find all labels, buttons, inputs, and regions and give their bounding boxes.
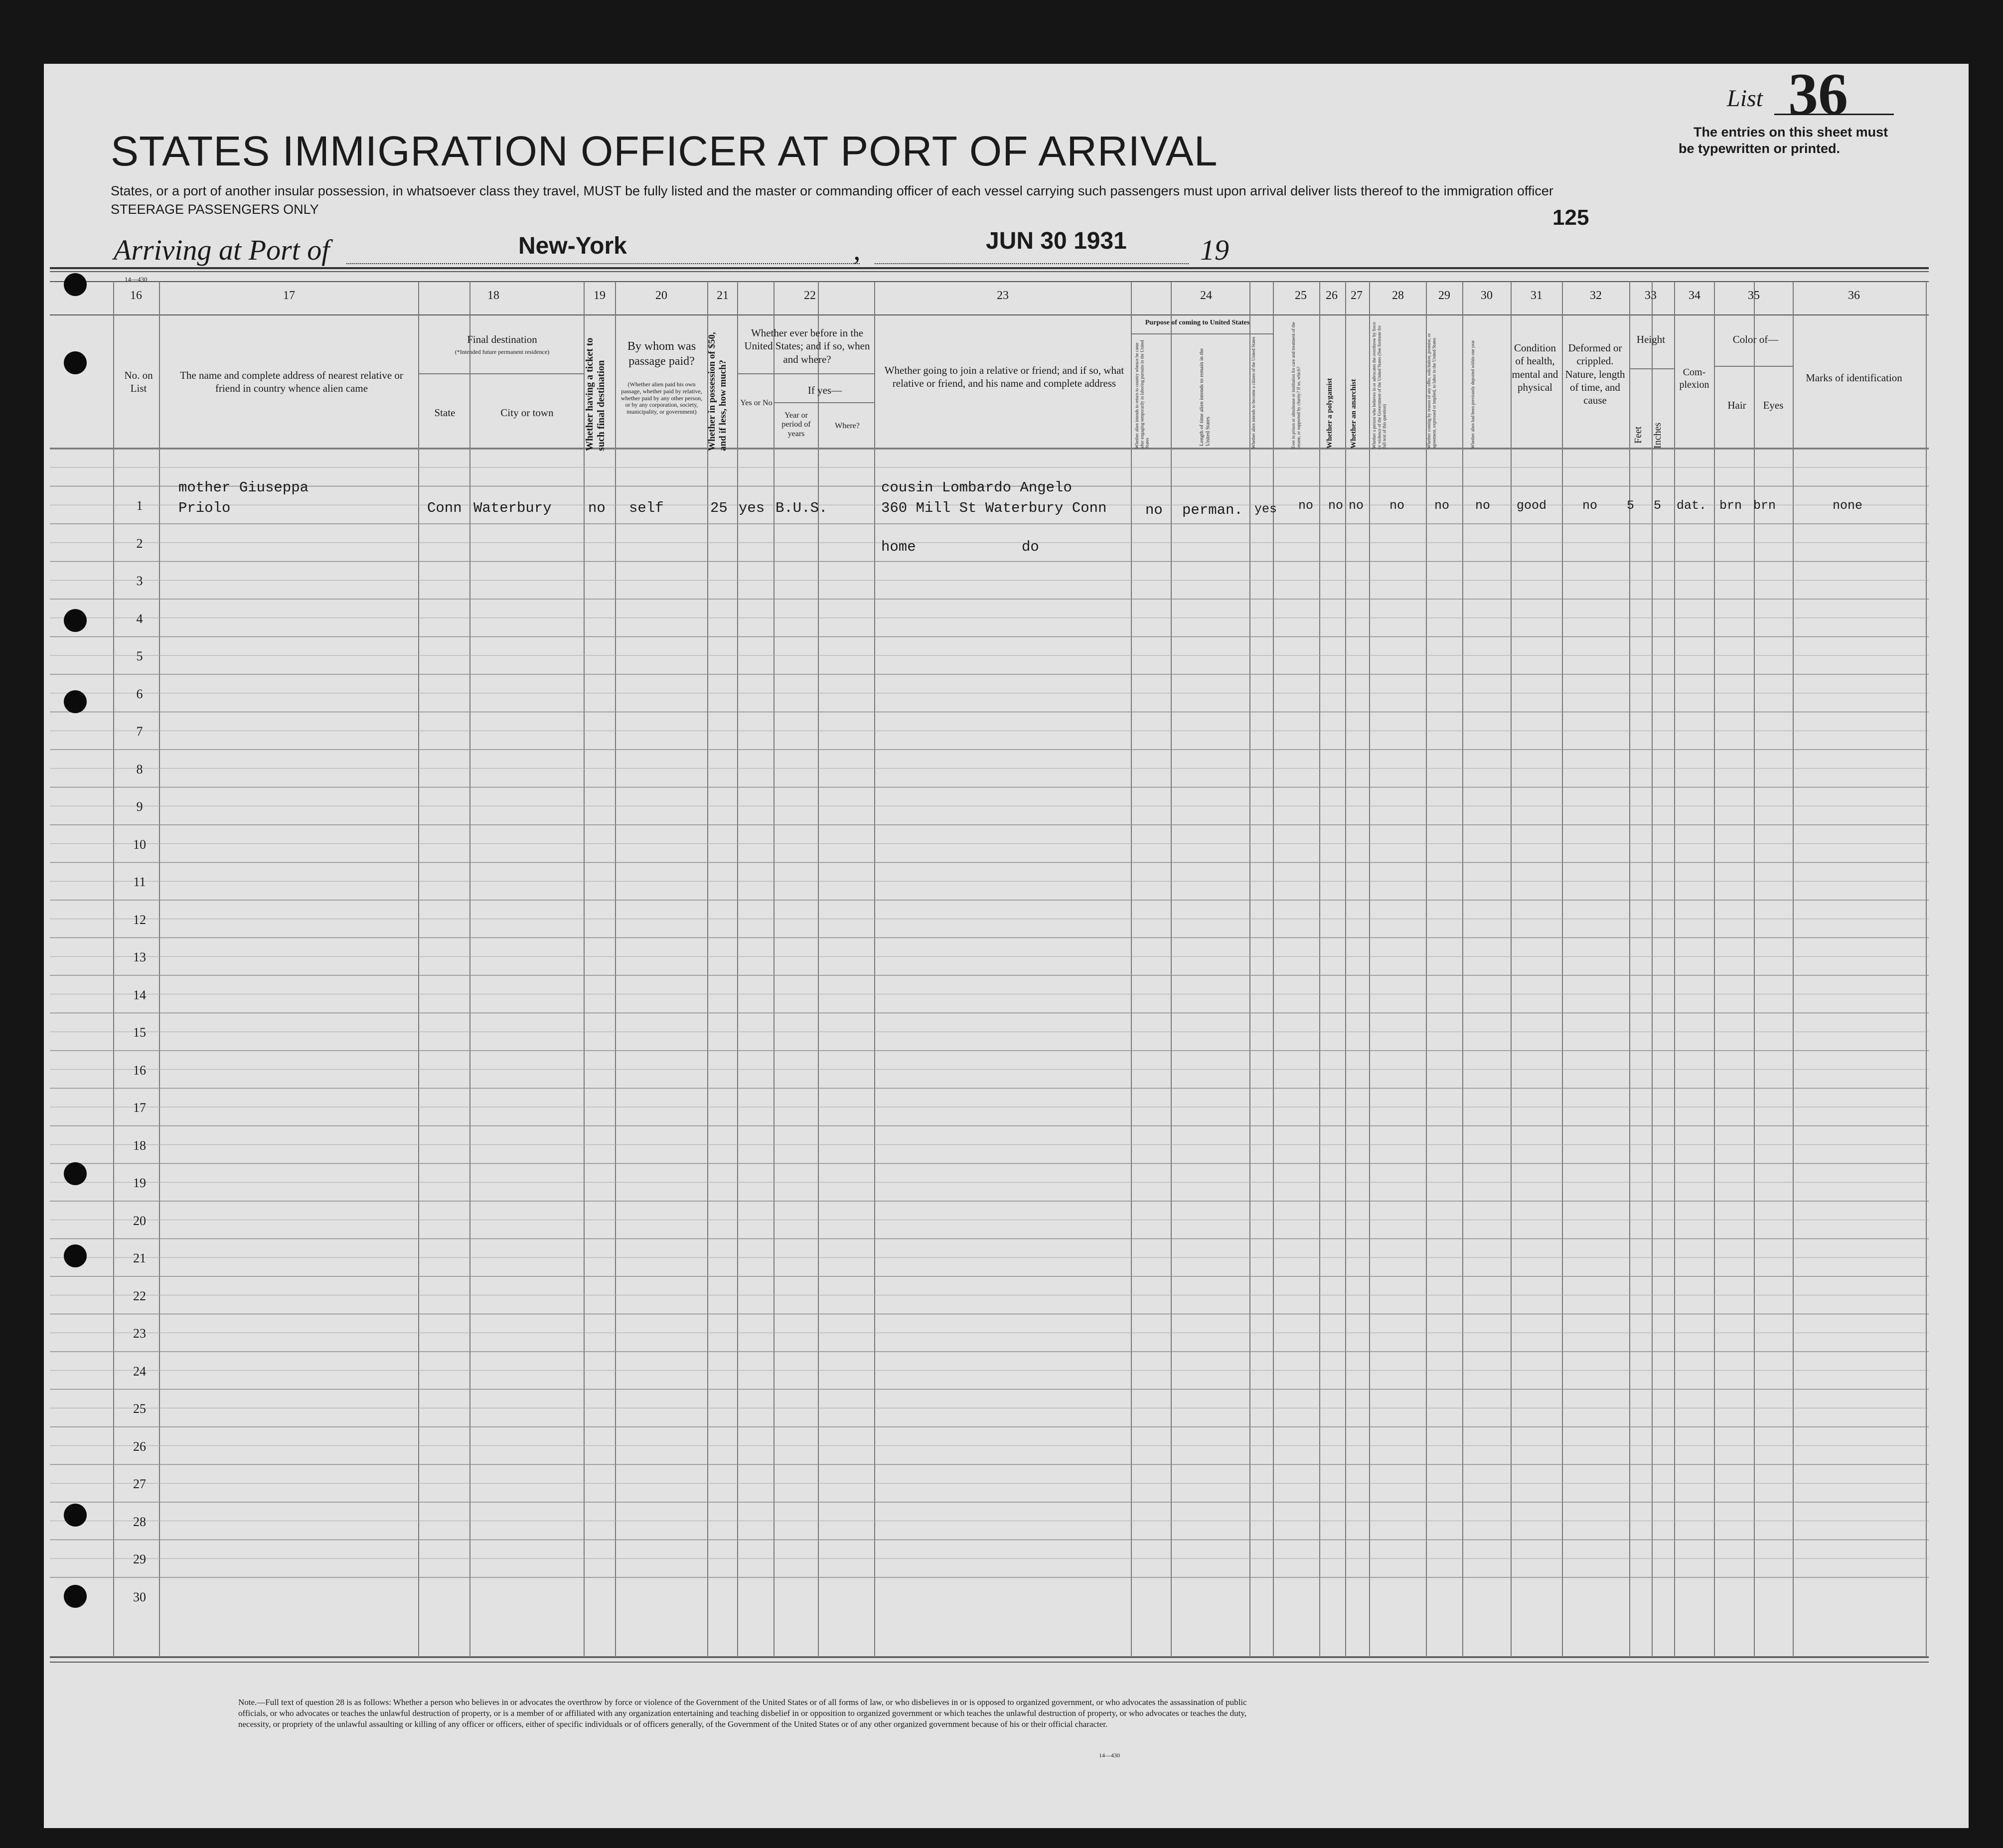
row-number: 11 [133, 875, 146, 889]
row-number: 19 [133, 1176, 146, 1190]
header-18: Final destination [467, 333, 537, 345]
date-stamp: JUN 30 1931 [986, 228, 1127, 254]
header-29: Whether coming by reason of any offer, solicitation, promise, or agreement, expressed or implied, to labor in the United States [1426, 333, 1437, 449]
column-number: 18 [487, 289, 499, 302]
destination-state: Conn [427, 500, 462, 516]
relative-surname: Priolo [178, 500, 231, 516]
column-number: 21 [717, 289, 729, 302]
header-27: Whether an anarchist [1350, 379, 1358, 449]
header-18-state: State [434, 407, 456, 419]
punch-hole [64, 1244, 87, 1267]
before-in-us: yes [739, 500, 765, 516]
header-22-year: Year or period of years [781, 411, 811, 438]
header-17: The name and complete address of nearest relative or friend in country whence alien came [180, 369, 403, 395]
date-rule [875, 263, 1189, 264]
header-19: Whether having a ticket to such final destination [584, 337, 607, 451]
joining-address: 360 Mill St Waterbury Conn [881, 500, 1107, 516]
identification-marks: none [1833, 498, 1863, 513]
column-number: 36 [1848, 289, 1860, 302]
row-number: 22 [133, 1288, 146, 1303]
header-30: Whether alien had been previously deported within one year [1470, 340, 1475, 449]
column-number: 25 [1295, 289, 1307, 302]
row-number: 14 [133, 987, 146, 1002]
polygamist-answer: no [1328, 498, 1344, 513]
header-21: Whether in possession of $50, and if less, how much? [707, 332, 728, 451]
relative-name: mother Giuseppa [178, 479, 309, 496]
header-31: Condition of health, mental and physical [1512, 342, 1558, 393]
row-number: 3 [136, 574, 143, 588]
row-number: 25 [133, 1401, 146, 1416]
prison-answer: no [1298, 498, 1314, 513]
header-33: Height [1636, 333, 1666, 345]
form-instructions: States, or a port of another insular possession, in whatsoever class they travel, MUST be fully listed and the master or commanding officer of each vessel carrying such passengers must upon arrival deliver lists thereof to the immigration officer [111, 183, 1553, 198]
row-number: 16 [133, 1063, 146, 1078]
column-number: 22 [804, 289, 816, 302]
port-name: New-York [518, 233, 627, 259]
column-number: 23 [997, 289, 1009, 302]
header-26: Whether a polygamist [1326, 378, 1334, 449]
punch-hole [64, 351, 87, 374]
column-number: 34 [1689, 289, 1700, 302]
comma: , [853, 234, 861, 266]
form-title: STATES IMMIGRATION OFFICER AT PORT OF ARRIVAL [111, 128, 1218, 174]
manifest-sheet [44, 64, 1969, 1828]
row-number: 24 [133, 1364, 146, 1379]
row-number: 6 [136, 686, 143, 701]
list-number-rule [1774, 114, 1894, 115]
form-code-bottom: 14—430 [1099, 1752, 1120, 1759]
punch-hole [64, 1504, 87, 1527]
header-20: By whom was passage paid? [627, 340, 696, 368]
row-number: 7 [136, 724, 143, 739]
row-number: 15 [133, 1025, 146, 1040]
row-number: 20 [133, 1213, 146, 1228]
row-number: 9 [136, 799, 143, 814]
column-number: 16 [130, 289, 142, 302]
row-number: 18 [133, 1138, 146, 1153]
form-grid [44, 64, 1969, 1828]
header-28: Whether a person who believes in or advocates the overthrow by force or violence of the Government of the United States (See footnote for full text of this question) [1372, 321, 1387, 449]
header-35-eyes: Eyes [1763, 399, 1784, 411]
column-number: 33 [1645, 289, 1657, 302]
header-22: Whether ever before in the United States; and if so, when and where? [744, 327, 870, 365]
header-24b: Length of time alien intends to remain in the United States [1199, 348, 1211, 446]
footnote-q28: Note.—Full text of question 28 is as follows: Whether a person who believes in or advocates the overthrow by force or violence of the Government of the United States or of all forms of law, or who disbelieves in or is opposed to organized government, or who advocates the assassination of public officials, or who advocates or teaches the unlawful destruction of property, or is a member of or affiliated with any organization entertaining and teaching disbelief in or opposition to organized government or which teaches the unlawful destruction of property, or who advocates or teaches the duty, necessity, or propriety of the unlawful assaulting or killing of any officer or officers, either of specific individuals or of officers generally, of the Government of the United States or of any other organized government because of his or their official character. [238, 1697, 1247, 1729]
column-number: 32 [1590, 289, 1602, 302]
header-20-note: (Whether alien paid his own passage, whether paid by relative, whether paid by any other person, or by any corporation, society, municipality, or government) [620, 381, 703, 416]
header-32: Deformed or crippled. Nature, length of time, and cause [1565, 342, 1625, 406]
column-number: 30 [1481, 289, 1493, 302]
header-24a: Whether alien intends to return to country whence he came after engaging temporarily in laboring pursuits in the United States [1134, 340, 1150, 449]
page-number: 125 [1552, 205, 1589, 230]
column-number: 19 [594, 289, 606, 302]
joining-relative: cousin Lombardo Angelo [881, 479, 1072, 496]
deported-answer: no [1475, 498, 1491, 513]
destination-city: Waterbury [473, 500, 552, 516]
port-rule [346, 263, 860, 264]
row-number: 5 [136, 649, 143, 663]
eye-color: brn [1753, 498, 1776, 513]
become-citizen: yes [1254, 502, 1277, 516]
punch-hole [64, 273, 87, 296]
header-24: Purpose of coming to United States [1145, 319, 1250, 326]
row-number: 10 [133, 837, 146, 852]
ticket-answer: no [588, 500, 606, 516]
header-35-hair: Hair [1727, 399, 1746, 411]
height-inches: 5 [1654, 498, 1662, 513]
column-number: 35 [1748, 289, 1760, 302]
year-prefix: 19 [1200, 234, 1229, 266]
header-22-where: Where? [835, 422, 860, 430]
q28-answer: no [1389, 498, 1405, 513]
column-number: 26 [1326, 289, 1338, 302]
header-35: Color of— [1732, 333, 1779, 345]
row-number: 27 [133, 1477, 146, 1491]
row-number: 17 [133, 1100, 146, 1115]
punch-hole [64, 690, 87, 713]
row2-joining: home [881, 539, 916, 555]
punch-hole [64, 609, 87, 632]
header-18-city: City or town [500, 407, 554, 419]
complexion: dat. [1677, 498, 1707, 513]
header-33-inches: Inches [1652, 422, 1663, 449]
row-number: 21 [133, 1251, 146, 1265]
form-code-top: 14—430 [125, 276, 148, 283]
hair-color: brn [1719, 498, 1742, 513]
column-number: 20 [655, 289, 667, 302]
header-18-note: (*Intended future permanent residence) [455, 348, 550, 355]
health-condition: good [1517, 498, 1547, 513]
header-22-ifyes: If yes— [807, 384, 842, 396]
length-of-stay: perman. [1182, 502, 1243, 518]
row-number: 29 [133, 1552, 146, 1566]
row-number: 12 [133, 912, 146, 927]
column-number: 24 [1200, 289, 1212, 302]
entries-note-2: be typewritten or printed. [1679, 141, 1841, 156]
punch-hole [64, 1162, 87, 1185]
deformed-answer: no [1582, 498, 1598, 513]
steerage-label: STEERAGE PASSENGERS ONLY [111, 202, 319, 217]
header-22-yesno: Yes or No [740, 399, 772, 407]
row-number: 1 [136, 498, 143, 513]
header-36: Marks of identification [1806, 372, 1902, 384]
column-number: 28 [1392, 289, 1404, 302]
anarchist-answer: no [1349, 498, 1364, 513]
header-23: Whether going to join a relative or friend; and if so, what relative or friend, and his name and complete address [884, 364, 1124, 390]
row-number: 30 [133, 1589, 146, 1604]
intends-return: no [1145, 502, 1163, 518]
before-where: B.U.S. [775, 500, 828, 516]
header-25: Ever in prison or almshouse or institution for care and treatment of the insane, or supported by charity? If so, which? [1291, 322, 1301, 449]
punch-hole [64, 1585, 87, 1608]
entries-note: The entries on this sheet must [1694, 125, 1888, 140]
column-number: 27 [1351, 289, 1363, 302]
arriving-label: Arriving at Port of [114, 234, 330, 266]
header-16: No. on List [124, 369, 153, 395]
row-number: 4 [136, 611, 143, 626]
header-33-feet: Feet [1633, 426, 1644, 444]
row-number: 23 [133, 1326, 146, 1341]
passage-paid: self [629, 500, 664, 516]
list-number: 36 [1788, 61, 1848, 127]
row-number: 28 [133, 1514, 146, 1529]
header-24c: Whether alien intends to become a citizen of the United States [1251, 336, 1256, 449]
column-number: 29 [1438, 289, 1450, 302]
height-feet: 5 [1627, 498, 1635, 513]
row-number: 2 [136, 536, 143, 551]
row-number: 26 [133, 1439, 146, 1454]
money-amount: 25 [710, 500, 728, 516]
column-number: 31 [1531, 289, 1542, 302]
column-number: 17 [283, 289, 295, 302]
list-label: List [1727, 85, 1763, 112]
row2-ditto: do [1022, 539, 1039, 555]
offer-answer: no [1434, 498, 1450, 513]
row-number: 13 [133, 950, 146, 964]
row-number: 8 [136, 762, 143, 776]
header-34: Com-plexion [1679, 367, 1709, 390]
